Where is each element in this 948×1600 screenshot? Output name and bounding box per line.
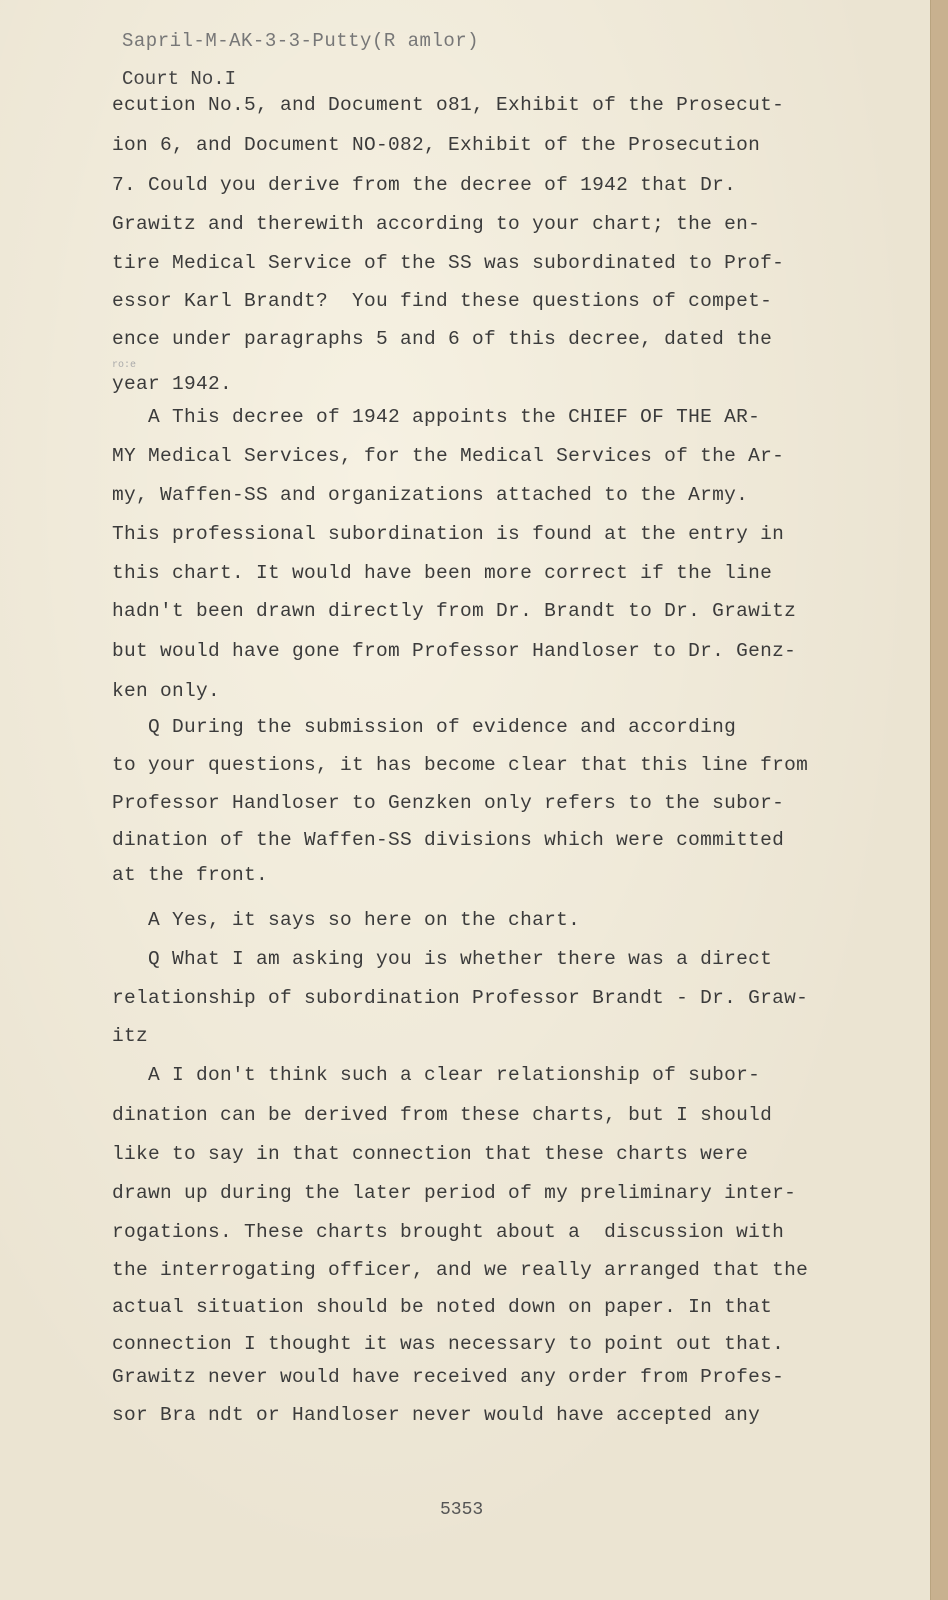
- text-line: A This decree of 1942 appoints the CHIEF OF THE AR-: [112, 406, 761, 428]
- text-line: essor Karl Brandt? You find these questions of compet-: [112, 290, 773, 312]
- text-line: dination of the Waffen-SS divisions which were committed: [112, 829, 785, 851]
- text-line: this chart. It would have been more correct if the line: [112, 562, 773, 584]
- text-line: A I don't think such a clear relationship of subor-: [112, 1064, 761, 1086]
- text-line: drawn up during the later period of my preliminary inter-: [112, 1182, 797, 1204]
- text-line: actual situation should be noted down on paper. In that: [112, 1296, 773, 1318]
- text-line: Q During the submission of evidence and according: [112, 716, 737, 738]
- text-line: like to say in that connection that these charts were: [112, 1143, 749, 1165]
- text-line: ecution No.5, and Document o81, Exhibit of the Prosecut-: [112, 94, 785, 116]
- text-line: rogations. These charts brought about a discussion with: [112, 1221, 785, 1243]
- court-label: Court No.I: [122, 68, 237, 90]
- text-line: hadn't been drawn directly from Dr. Brandt to Dr. Grawitz: [112, 600, 797, 622]
- text-line: to your questions, it has become clear that this line from: [112, 754, 809, 776]
- text-line: but would have gone from Professor Handloser to Dr. Genz-: [112, 640, 797, 662]
- text-line: itz: [112, 1025, 149, 1047]
- text-line: A Yes, it says so here on the chart.: [112, 909, 581, 931]
- text-line: relationship of subordination Professor Brandt - Dr. Graw-: [112, 987, 809, 1009]
- text-line: dination can be derived from these charts, but I should: [112, 1104, 773, 1126]
- smudged-text: ro:e: [112, 360, 137, 371]
- text-line: the interrogating officer, and we really arranged that the: [112, 1259, 809, 1281]
- text-line: ion 6, and Document NO-082, Exhibit of the Prosecution: [112, 134, 761, 156]
- text-line: ence under paragraphs 5 and 6 of this decree, dated the: [112, 328, 773, 350]
- text-line: Grawitz and therewith according to your chart; the en-: [112, 213, 761, 235]
- text-line: 7. Could you derive from the decree of 1942 that Dr.: [112, 174, 737, 196]
- text-line: ken only.: [112, 680, 221, 702]
- page-number: 5353: [440, 1500, 484, 1520]
- text-line: This professional subordination is found at the entry in: [112, 523, 785, 545]
- text-line: sor Bra ndt or Handloser never would have accepted any: [112, 1404, 761, 1426]
- text-line: my, Waffen-SS and organizations attached to the Army.: [112, 484, 749, 506]
- text-line: MY Medical Services, for the Medical Services of the Ar-: [112, 445, 785, 467]
- text-line: Q What I am asking you is whether there was a direct: [112, 948, 773, 970]
- text-line: tire Medical Service of the SS was subordinated to Prof-: [112, 252, 785, 274]
- page-edge: [930, 0, 948, 1600]
- text-line: at the front.: [112, 864, 269, 886]
- document-header: Sapril-M-AK-3-3-Putty(R amlor): [122, 30, 480, 52]
- text-line: Professor Handloser to Genzken only refers to the subor-: [112, 792, 785, 814]
- text-line: Grawitz never would have received any order from Profes-: [112, 1366, 785, 1388]
- text-line: connection I thought it was necessary to point out that.: [112, 1333, 785, 1355]
- text-line: year 1942.: [112, 373, 233, 395]
